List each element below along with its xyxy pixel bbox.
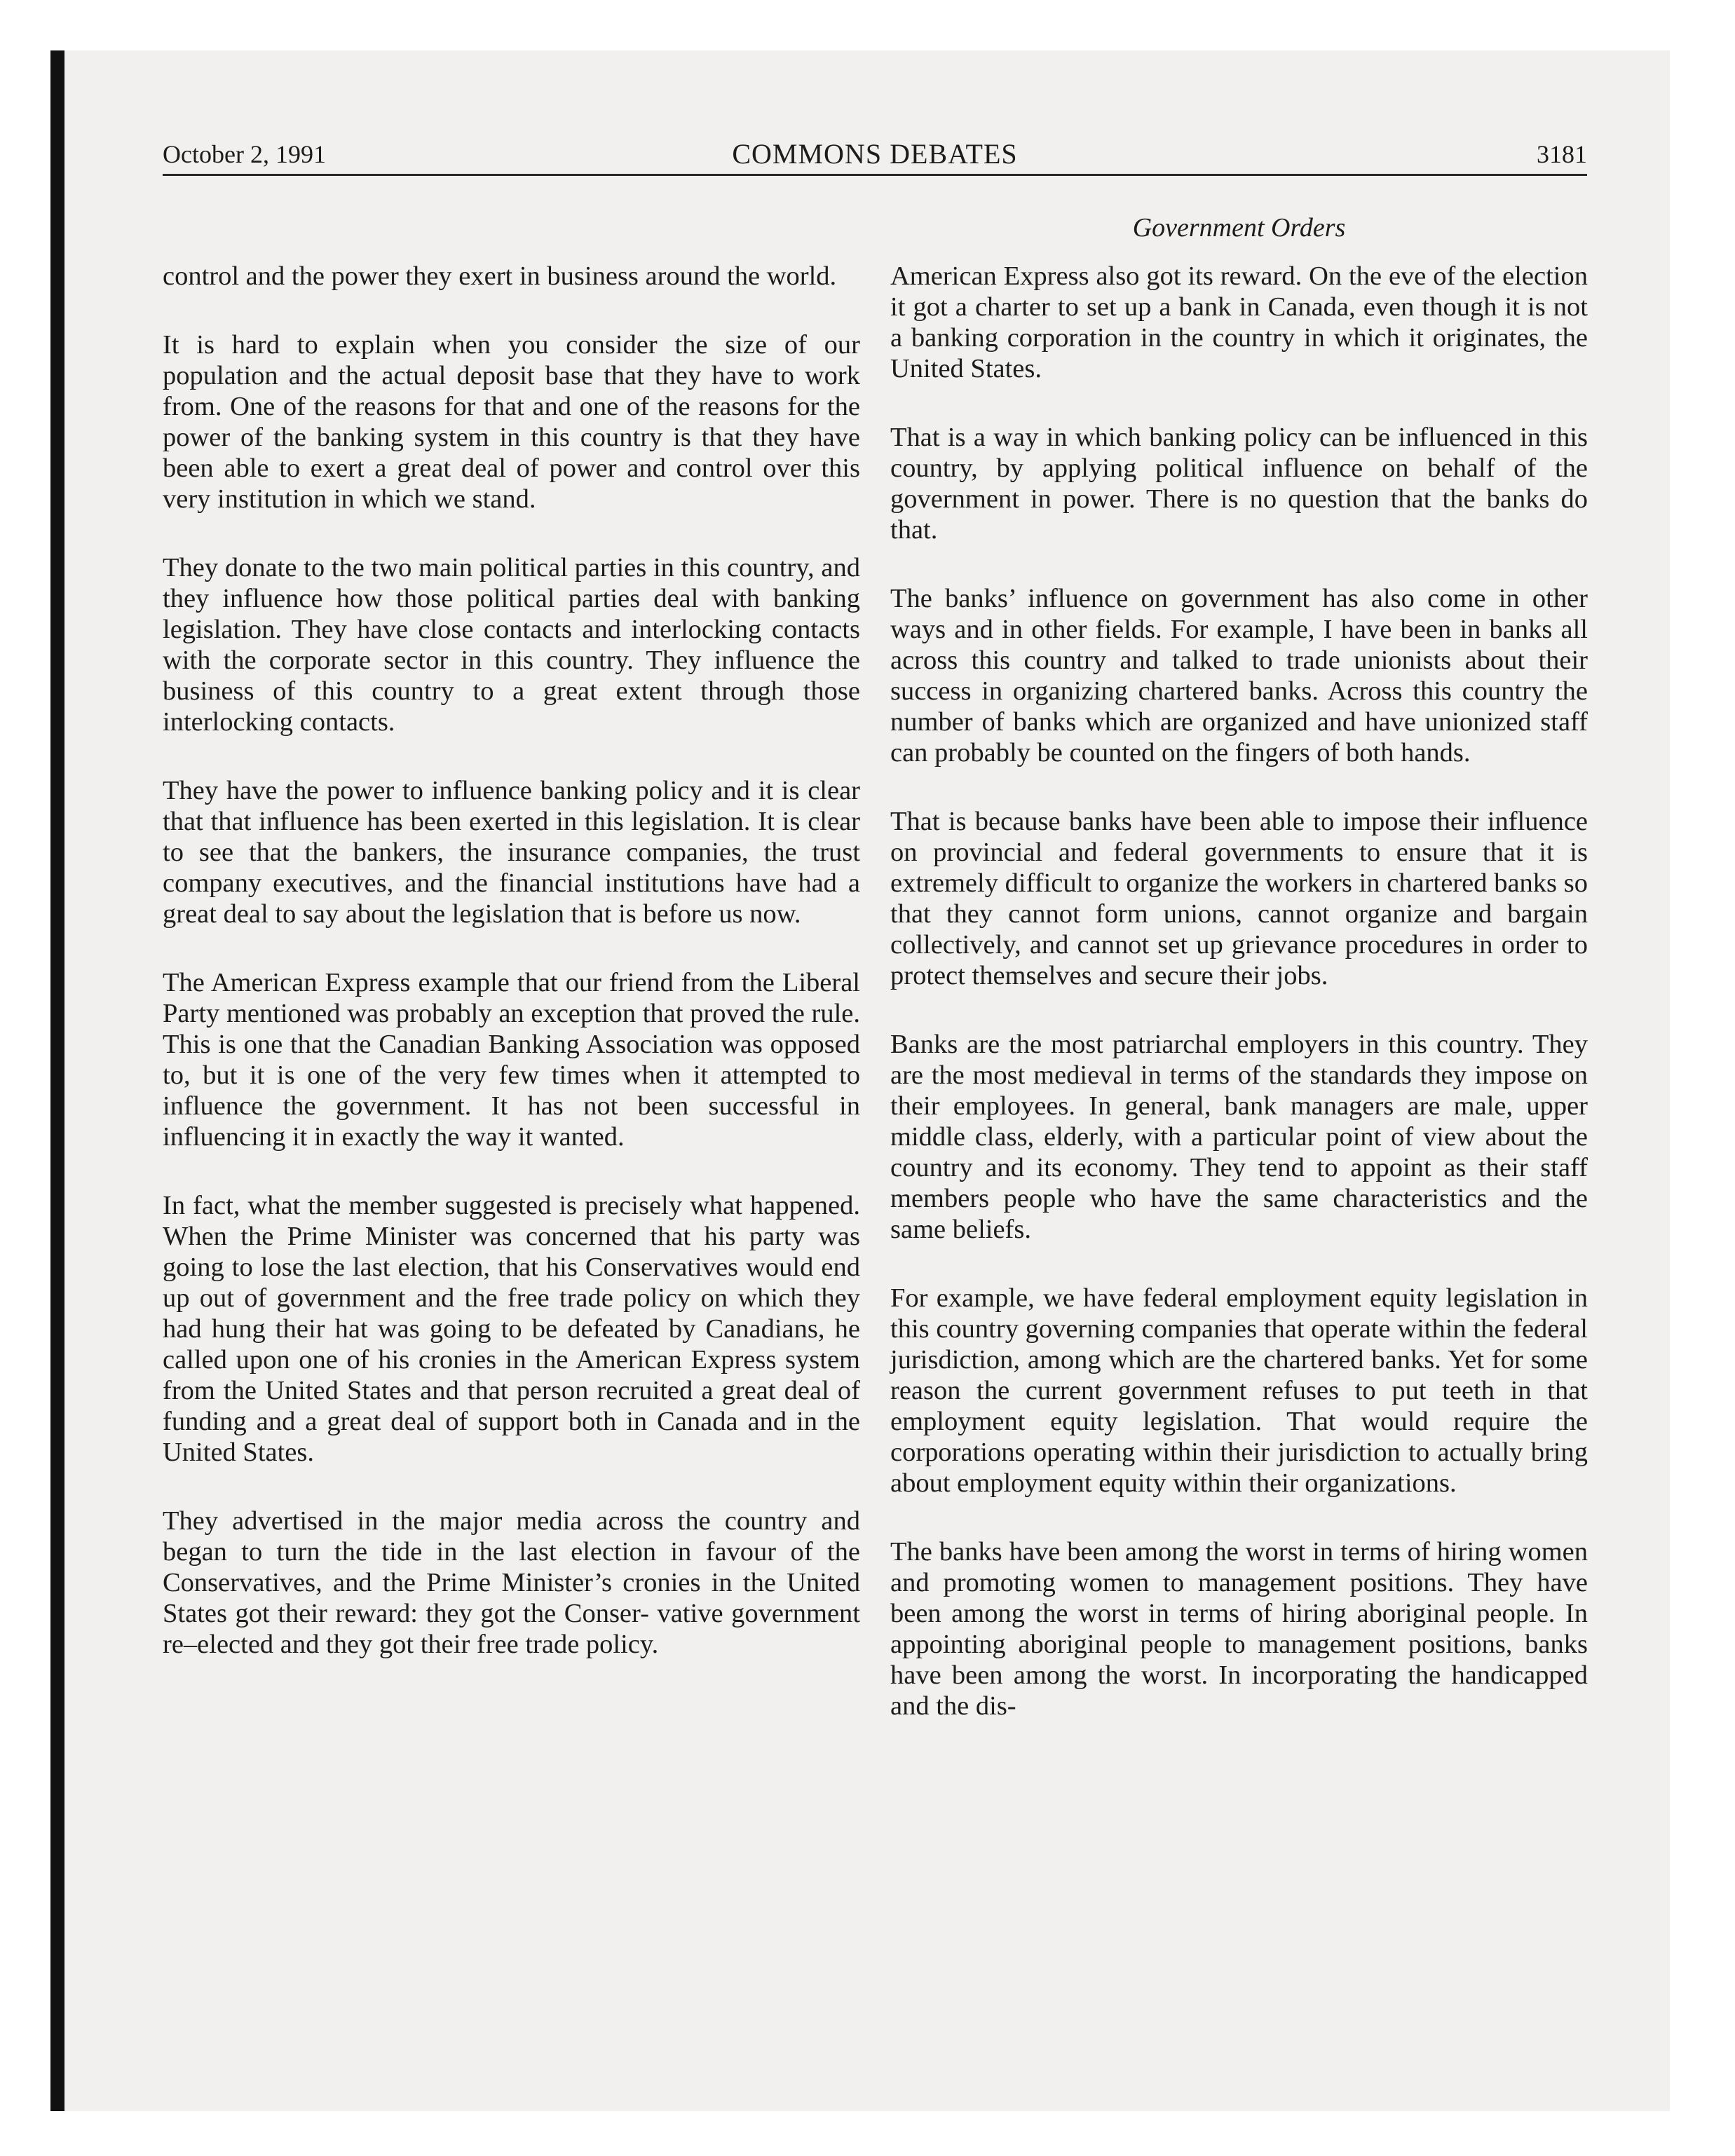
- scan-edge: [50, 50, 64, 2111]
- header-page-number: 3181: [1537, 140, 1587, 168]
- header-date: October 2, 1991: [163, 140, 326, 168]
- paragraph: They have the power to influence banking policy and it is clear that that influence has been exerted in this legislation. It is clear to see that the bankers, the insurance companies, the trust company executives, and the financial institutions have had a great deal to say about the legislation that is before us now.: [163, 776, 860, 929]
- paragraph: American Express also got its reward. On the eve of the election it got a charter to set up a bank in Canada, even though it is not a banking corporation in the country in which it originates, the United States.: [890, 261, 1588, 383]
- paragraph: That is a way in which banking policy can be influenced in this country, by applying political influence on behalf of the government in power. There is no question that the banks do that.: [890, 423, 1588, 545]
- header-rule: [163, 174, 1587, 176]
- section-heading: Government Orders: [1132, 213, 1346, 243]
- running-header: [163, 135, 1587, 174]
- paragraph: That is because banks have been able to impose their influence on provincial and federal governments to ensure that it is extremely difficult to organize the workers in chartered banks so that they cannot form unions, cannot organize and bargain collectively, and cannot set up grievance procedures in order to protect themselves and secure their jobs.: [890, 807, 1588, 990]
- paragraph: In fact, what the member suggested is precisely what happened. When the Prime Minister was concerned that his party was going to lose the last election, that his Conservatives would end up out of government and the free trade policy on which they had hung their hat was going to be defeated by Canadians, he called upon one of his cronies in the American Express system from the United States and that person recruited a great deal of funding and a great deal of support both in Canada and in the United States.: [163, 1191, 860, 1467]
- paragraph: Banks are the most patriarchal employers in this country. They are the most medieval in terms of the standards they impose on their employees. In general, bank managers are male, upper middle class, elderly, with a particular point of view about the country and its economy. They tend to appoint as their staff members people who have the same characteristics and the same beliefs.: [890, 1030, 1588, 1244]
- paragraph: The American Express example that our friend from the Liberal Party mentioned was probably an exception that proved the rule. This is one that the Canadian Banking Association was opposed to, but it is one of the very few times when it attempted to influence the government. It has not been successful in influencing it in exactly the way it wanted.: [163, 968, 860, 1152]
- left-column: [163, 261, 860, 1698]
- paragraph: It is hard to explain when you consider the size of our population and the actual deposit base that they have to work from. One of the reasons for that and one of the reasons for the power of the banking system in this country is that they have been able to exert a great deal of power and control over this very institution in which we stand.: [163, 330, 860, 514]
- paragraph: control and the power they exert in business around the world.: [163, 261, 837, 291]
- paragraph: The banks have been among the worst in terms of hiring women and promoting women to management positions. They have been among the worst in terms of hiring aboriginal people. In appointing aboriginal people to management positions, banks have been among the worst. In incorporating the handicapped and the dis-: [890, 1537, 1588, 1721]
- header-publication: COMMONS DEBATES: [732, 138, 1018, 170]
- paragraph: The banks’ influence on government has also come in other ways and in other fields. For example, I have been in banks all across this country and talked to trade unionists about their success in organizing chartered banks. Across this country the number of banks which are organized and have unionized staff can probably be counted on the fingers of both hands.: [890, 584, 1588, 767]
- right-column: [890, 261, 1588, 1759]
- paragraph: They donate to the two main political parties in this country, and they influence how those political parties deal with banking legislation. They have close contacts and interlocking contacts with the corporate sector in this country. They influence the business of this country to a great extent through those interlocking contacts.: [163, 553, 860, 737]
- paragraph: For example, we have federal employment equity legislation in this country governing companies that operate within the federal jurisdiction, among which are the chartered banks. Yet for some reason the current government refuses to put teeth in that employment equity legislation. That would require the corporations operating within their jurisdiction to actually bring about employment equity within their organizations.: [890, 1283, 1588, 1498]
- paragraph: They advertised in the major media across the country and began to turn the tide in the last election in favour of the Conservatives, and the Prime Minister’s cronies in the United States got their reward: they got the Conser- vative government re–elected and they got their free trade policy.: [163, 1506, 860, 1659]
